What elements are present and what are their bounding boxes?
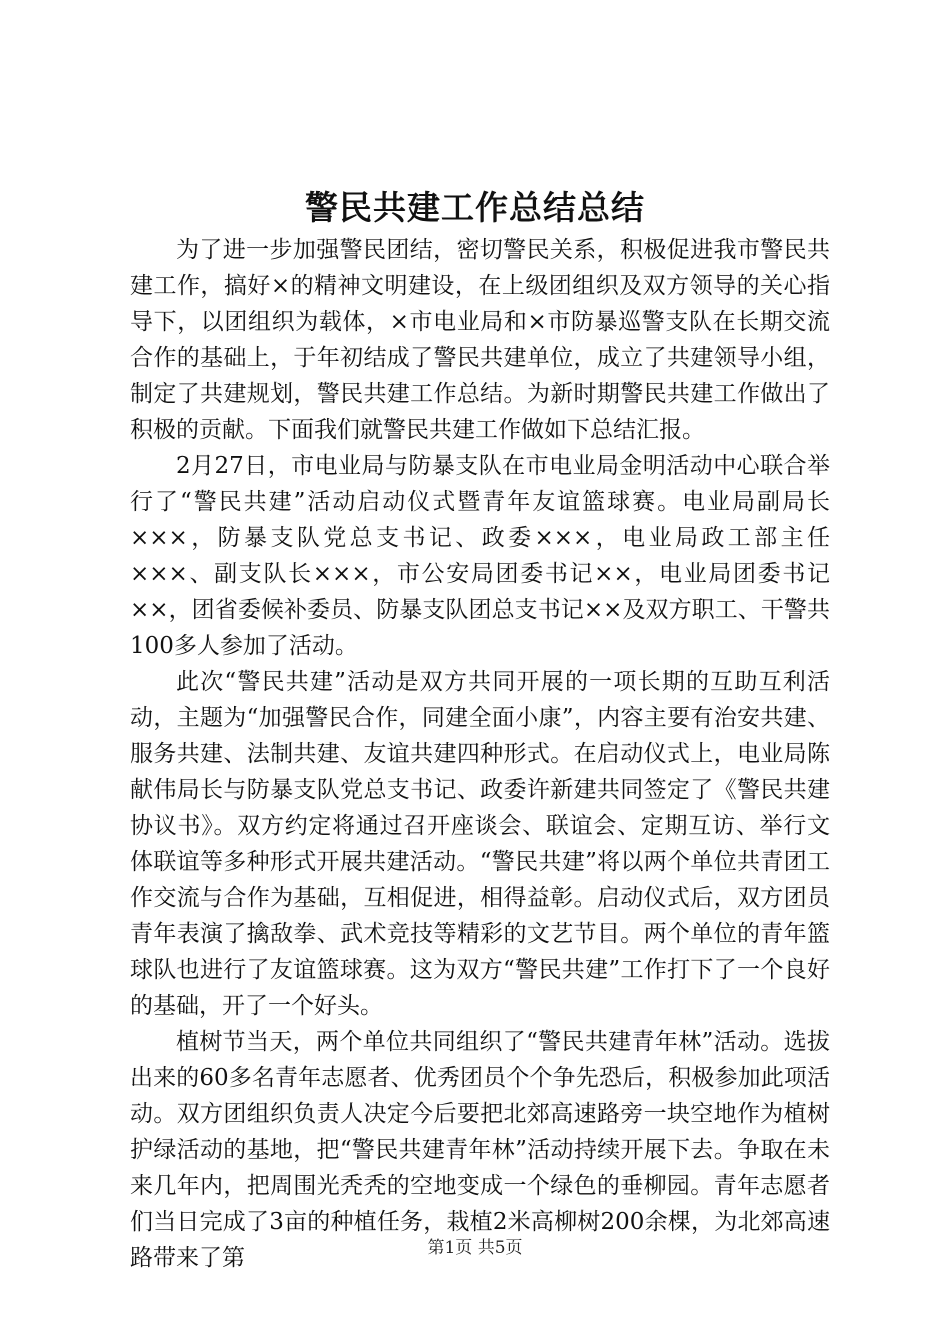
- paragraph: 为了进一步加强警民团结，密切警民关系，积极促进我市警民共建工作，搞好×的精神文明建设，在上级团组织及双方领导的关心指导下，以团组织为载体，×市电业局和×市防暴巡警支队在长期交流合作的基础上，于年初结成了警民共建单位，成立了共建领导小组，制定了共建规划，警民共建工作总结。为新时期警民共建工作做出了积极的贡献。下面我们就警民共建工作做如下总结汇报。: [130, 237, 830, 443]
- paragraph: 2月27日，市电业局与防暴支队在市电业局金明活动中心联合举行了“警民共建”活动启动仪式暨青年友谊篮球赛。电业局副局长×××，防暴支队党总支书记、政委×××，电业局政工部主任×××、副支队长×××，市公安局团委书记××，电业局团委书记××，团省委候补委员、防暴支队团总支书记××及双方职工、干警共100多人参加了活动。: [130, 453, 830, 659]
- paragraph: 此次“警民共建”活动是双方共同开展的一项长期的互助互利活动，主题为“加强警民合作，同建全面小康”，内容主要有治安共建、服务共建、法制共建、友谊共建四种形式。在启动仪式上，电业局陈献伟局长与防暴支队党总支书记、政委许新建共同签定了《警民共建协议书》。双方约定将通过召开座谈会、联谊会、定期互访、举行文体联谊等多种形式开展共建活动。“警民共建”将以两个单位共青团工作交流与合作为基础，互相促进，相得益彰。启动仪式后，双方团员青年表演了擒敌拳、武术竞技等精彩的文艺节目。两个单位的青年篮球队也进行了友谊篮球赛。这为双方“警民共建”工作打下了一个良好的基础，开了一个好头。: [130, 669, 830, 1019]
- document-title: 警民共建工作总结总结: [305, 188, 645, 227]
- document-body: [130, 232, 830, 1276]
- paragraph: 植树节当天，两个单位共同组织了“警民共建青年林”活动。选拔出来的60多名青年志愿者、优秀团员个个争先恐后，积极参加此项活动。双方团组织负责人决定今后要把北郊高速路旁一块空地作为植树护绿活动的基地，把“警民共建青年林”活动持续开展下去。争取在未来几年内，把周围光秃秃的空地变成一个绿色的垂柳园。青年志愿者们当日完成了3亩的种植任务，栽植2米高柳树200余棵，为北郊高速路带来了第: [130, 1029, 830, 1271]
- page-number-footer: 第1页 共5页: [427, 1238, 523, 1258]
